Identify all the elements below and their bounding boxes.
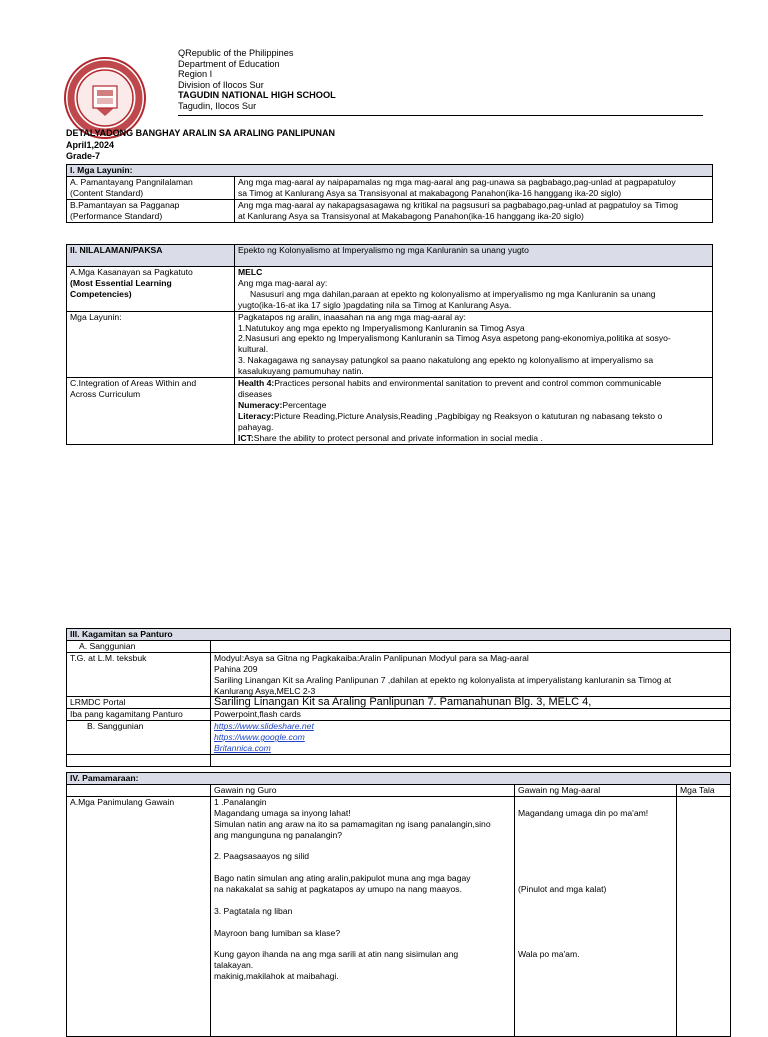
reference-links [211,721,731,755]
performance-standard-label: B.Pamantayan sa Pagganap (Performance Standard) [67,199,235,222]
grade-level: Grade-7 [66,151,101,161]
header-rule [178,115,703,116]
document-title: DETALYADONG BANGHAY ARALIN SA ARALING PANLIPUNAN [66,128,336,138]
division-line: Division of Ilocos Sur [178,79,264,90]
textbook-text: Modyul:Asya sa Gitna ng Pagkakaiba:Aralin Panlipunan Modyul para sa Mag-aaral Pahina 209 Sariling Linangan Kit sa Araling Panlipunan 7 ,dahilan at epekto ng kolonyalista at imperyalistang kanluranin sa Timog at Kanlurang Asya,MELC 2-3 [211,652,731,697]
melc-text: MELC Ang mga mag-aaral ay: Nasusuri ang mga dahilan,paraan at epekto ng kolonyalismo at imperyalismo ng mga Kanluranin sa unang yugto(ika-16-at ika 17 siglo )pagdating nila sa Timog at Kanlurang Asya. [235,267,713,312]
document-date: April1,2024 [66,139,115,150]
lrmdc-text: Sariling Linangan Kit sa Araling Panlipunan 7. Pamanahunan Blg. 3, MELC 4, [211,697,731,709]
textbook-label: T.G. at L.M. teksbuk [67,652,211,697]
materials-table [66,628,731,767]
lesson-topic: Epekto ng Kolonyalismo at Imperyalismo ng mga Kanluranin sa unang yugto [235,245,713,267]
link-britannica[interactable]: Britannica.com [214,743,271,754]
link-slideshare[interactable]: https://www.slideshare.net [214,721,314,732]
content-standard-label: A. Pamantayang Pangnilalaman (Content Standard) [67,176,235,199]
spacer-cell [67,754,211,766]
other-materials-text: Powerpoint,flash cards [211,709,731,721]
document-title-block [66,128,335,163]
procedure-header-empty [67,784,211,796]
republic-line: QRepublic of the Philippines [178,48,294,58]
link-google[interactable]: https://www.google.com [214,732,305,743]
school-address: Tagudin, Ilocos Sur [178,100,257,111]
section-heading-materials: III. Kagamitan sa Panturo [67,629,731,641]
teacher-activities: 1 .Panalangin Magandang umaga sa inyong lahat! Simulan natin ang araw na ito sa pamamagitan ng isang panalangin,sino ang mangunguna ng panalangin? 2. Paagsasaayos ng silid Bago natin simulan ang ating aralin,pakipulot muna ang mga bagay na nakakalat sa sahig at pagkatapos ay umupo na nang maayos. 3. Pagtatala ng liban Mayroon bang lumiban sa klase? Kung gayon ihanda na ang mga sarili at atin nang sisimulan ang talakayan. makinig,makilahok at maibahagi. [211,796,515,1036]
content-table [66,244,713,445]
integration-text: Health 4:Practices personal habits and environmental sanitation to prevent and control common communicable diseases Numeracy:Percentage Literacy:Picture Reading,Picture Analysis,Reading ,Pagbibigay ng Reaksyon o katuturan ng nabasang teksto o pahayag. ICT:Share the ability to protect personal and private information in social media . [235,378,713,444]
notes-cell [677,796,731,1036]
content-standard-text: Ang mga mag-aaral ay naipapamalas ng mga mag-aaral ang pag-unawa sa pagbabago,pag-unlad at pagpapatuloy sa Timog at Kanlurang Asya sa Transisyonal at makabagong Panahon(ika-16 hanggang ika-20 siglo) [235,176,713,199]
references-b-label: B. Sanggunian [67,721,211,755]
references-empty [211,640,731,652]
school-name: TAGUDIN NATIONAL HIGH SCHOOL [178,90,336,101]
objectives-table [66,164,713,223]
column-notes: Mga Tala [677,784,731,796]
integration-label: C.Integration of Areas Within and Across Curriculum [67,378,235,444]
department-line: Department of Education [178,58,280,69]
performance-standard-text: Ang mga mag-aaral ay nakapagsasagawa ng kritikal na pagsusuri sa pagbabago,pag-unlad at pagpatuloy sa Timog at Kanlurang Asya sa Transisyonal at Makabagong Panahon(ika-16 hanggang ika-20 siglo) [235,199,713,222]
column-student-activity: Gawain ng Mag-aaral [515,784,677,796]
preliminary-activities-label: A.Mga Panimulang Gawain [67,796,211,1036]
objectives-list: Pagkatapos ng aralin, inaasahan na ang mga mag-aaral ay: 1.Natutukoy ang mga epekto ng Imperyalismong Kanluranin sa Timog Asya 2.Nasusuri ang epekto ng Imperyalismong Kanluranin sa Timog Asya aspetong pang-ekonomiya,politika at sosyo- kultural. 3. Nakagagawa ng sanaysay patungkol sa paano nakatulong ang epekto ng kolonyalismo at imperyalismo sa kasalukuyang pamumuhay natin. [235,311,713,377]
section-heading-objectives: I. Mga Layunin: [67,165,713,177]
procedure-table [66,772,731,1037]
column-teacher-activity: Gawain ng Guro [211,784,515,796]
section-heading-content: II. NILALAMAN/PAKSA [67,245,235,267]
lrmdc-label: LRMDC Portal [67,697,211,709]
other-materials-label: Iba pang kagamitang Panturo [67,709,211,721]
spacer-cell [211,754,731,766]
region-line: Region I [178,69,213,80]
student-activities: Magandang umaga din po ma'am! (Pinulot and mga kalat) Wala po ma'am. [515,796,677,1036]
section-heading-procedure: IV. Pamamaraan: [67,773,731,785]
objectives-label: Mga Layunin: [67,311,235,377]
letterhead [178,48,336,112]
references-label: A. Sanggunian [67,640,211,652]
melc-label: A.Mga Kasanayan sa Pagkatuto (Most Essential Learning Competencies) [67,267,235,312]
